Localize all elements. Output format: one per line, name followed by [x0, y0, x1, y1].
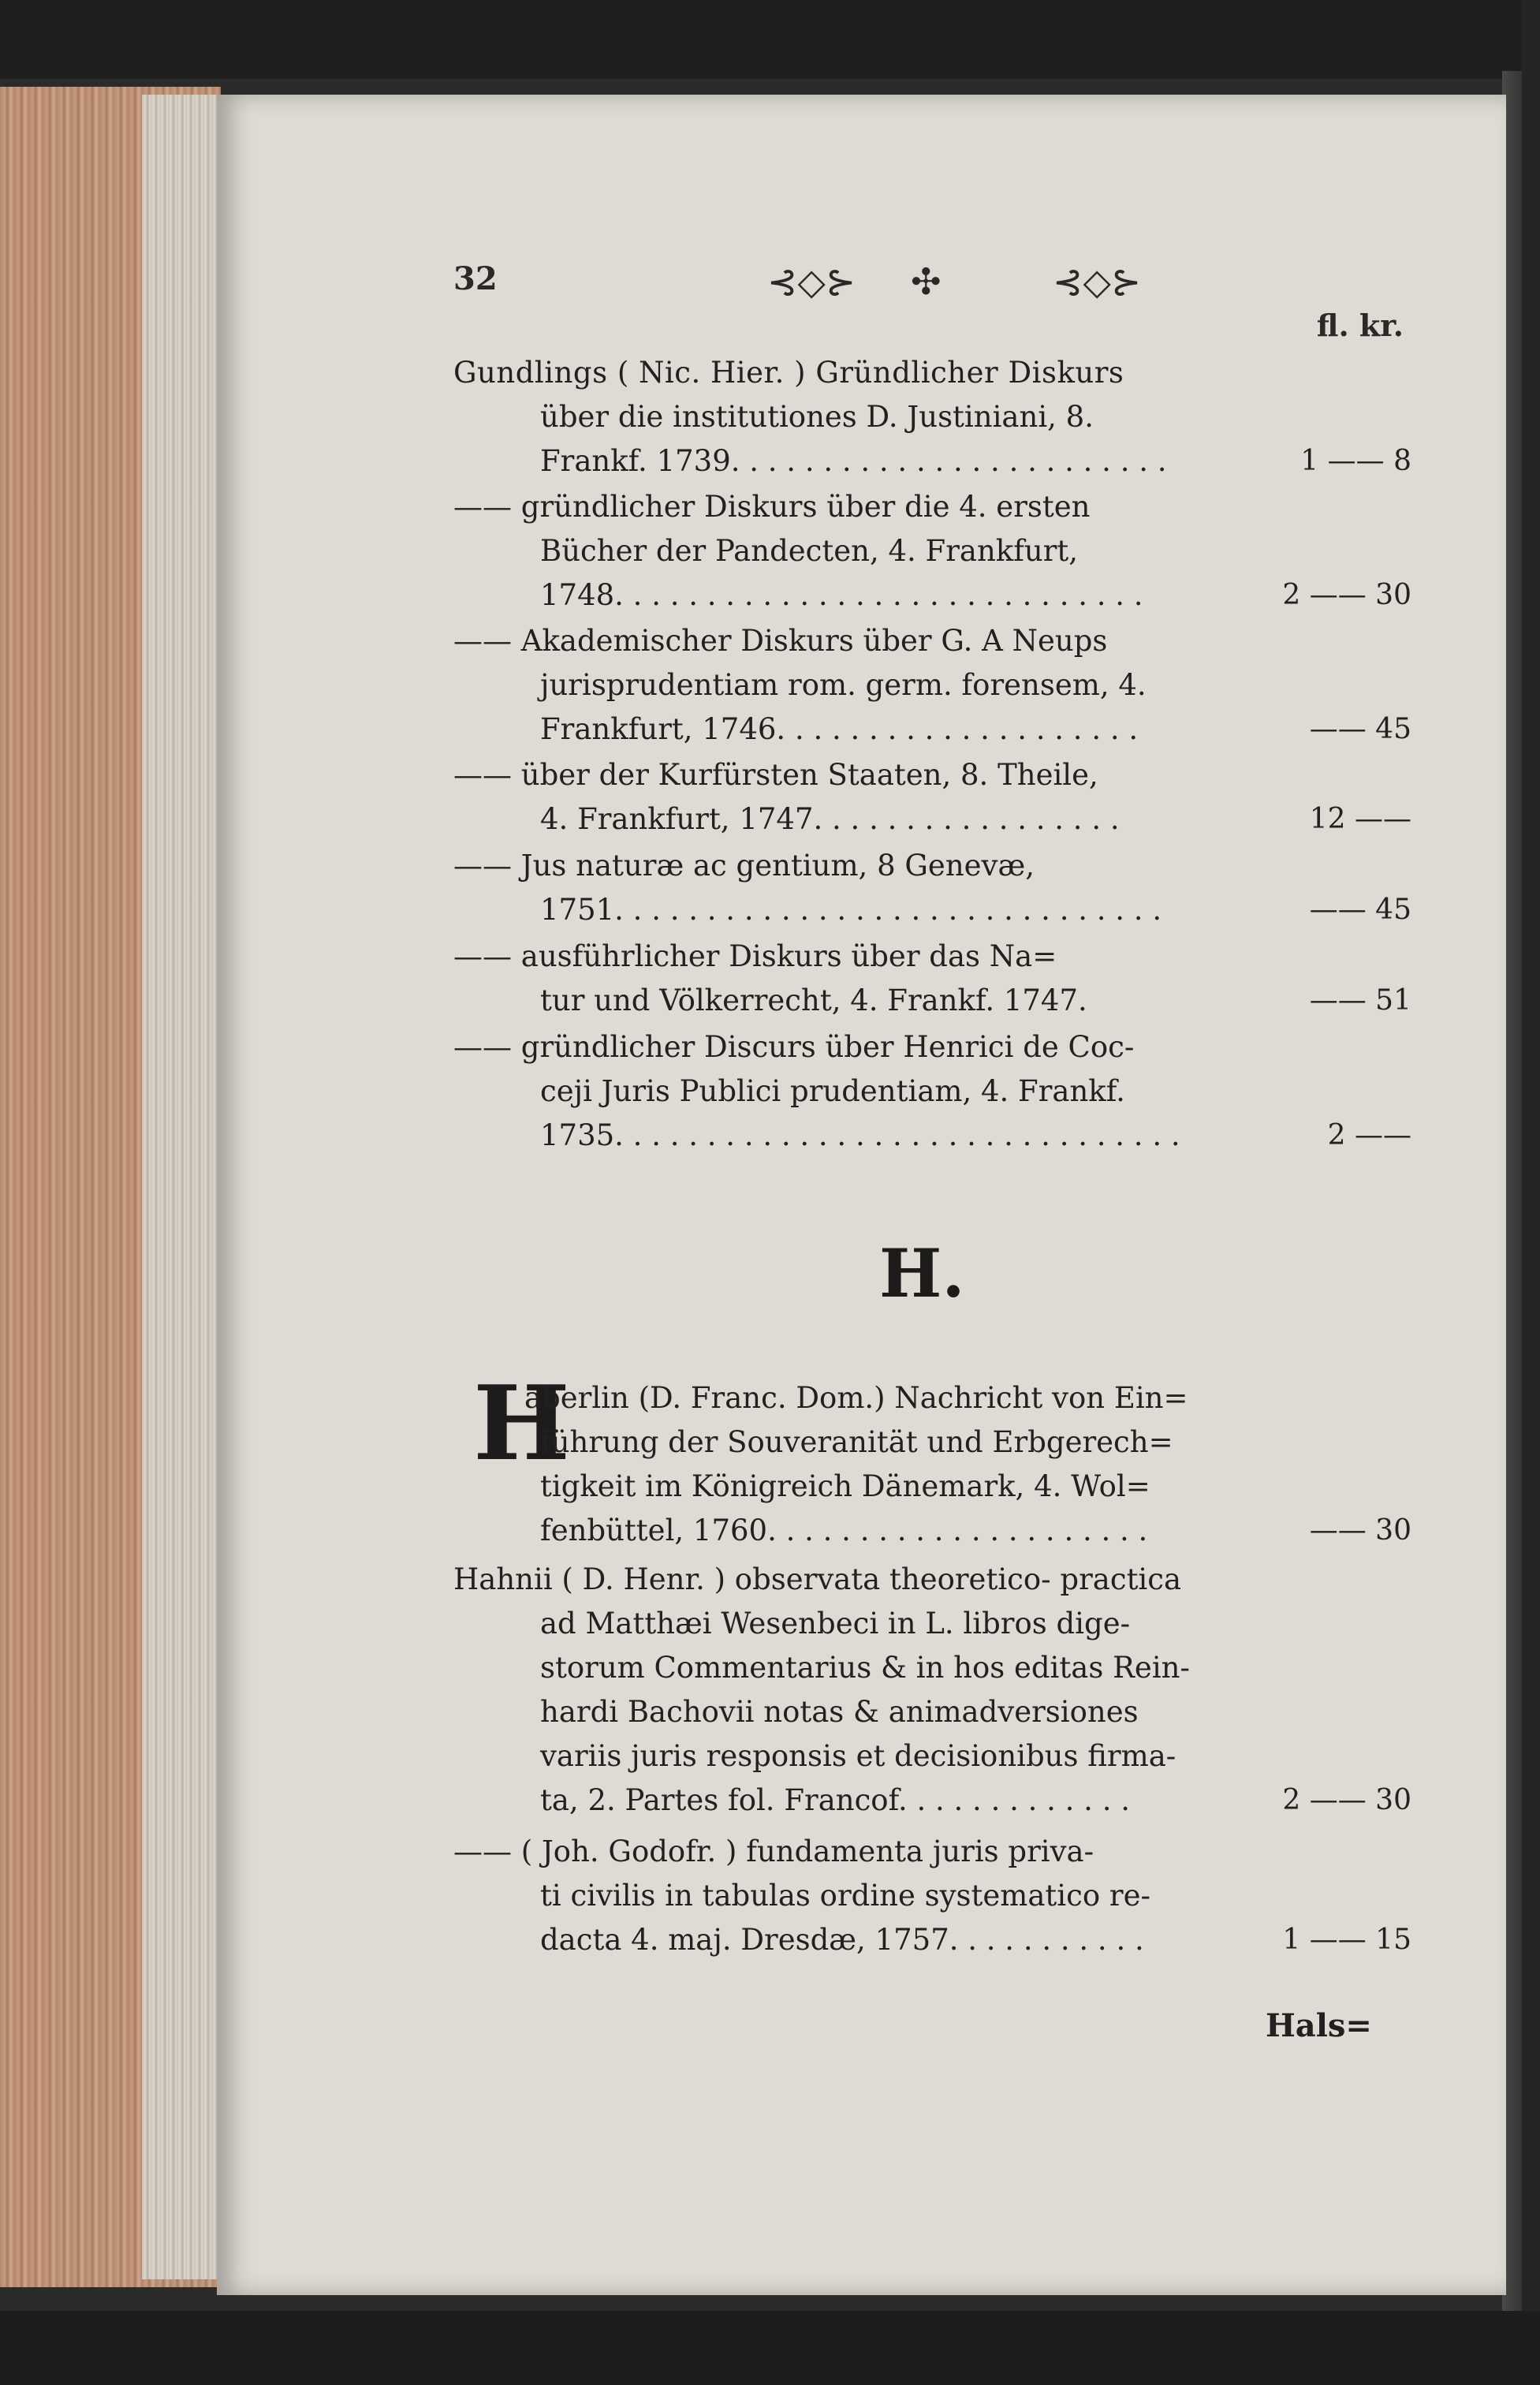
- entry-line: tur und Völkerrecht, 4. Frankf. 1747.: [540, 983, 1087, 1017]
- entry-hahnii-fundamenta: [453, 1830, 1411, 1962]
- entry-line: hardi Bachovii notas & animadversiones: [540, 1695, 1139, 1729]
- entry-price: 2 —— 30: [1282, 579, 1411, 611]
- entry-price: —— 51: [1309, 984, 1411, 1017]
- entry-line: variis juris responsis et decisionibus firma-: [540, 1739, 1176, 1773]
- drop-cap-h: H: [473, 1363, 570, 1484]
- entry-line: Gundlings ( Nic. Hier. ) Gründlicher Diskurs: [453, 356, 1124, 390]
- entry-line: ta, 2. Partes fol. Francof. . . . . . . . . . . . .: [540, 1783, 1130, 1817]
- entry-line: dacta 4. maj. Dresdæ, 1757. . . . . . . . . . .: [540, 1923, 1144, 1957]
- entry-cocceji: [453, 1025, 1411, 1158]
- entry-line: ceji Juris Publici prudentiam, 4. Frankf.: [540, 1074, 1125, 1108]
- background-right: [1522, 0, 1540, 2385]
- entry-line: 1735. . . . . . . . . . . . . . . . . . . . . . . . . . . . . . .: [540, 1118, 1180, 1152]
- entry-line: aberlin (D. Franc. Dom.) Nachricht von Ein=: [524, 1381, 1188, 1415]
- entry-line: ad Matthæi Wesenbeci in L. libros dige-: [540, 1607, 1131, 1640]
- entry-price: 1 —— 8: [1300, 445, 1411, 477]
- entry-line: Frankf. 1739. . . . . . . . . . . . . . . . . . . . . . . .: [540, 444, 1167, 478]
- entry-line: ti civilis in tabulas ordine systematico re-: [540, 1879, 1150, 1913]
- entry-haberlin: [453, 1376, 1411, 1553]
- page-stack-light: [142, 95, 221, 2279]
- background-bottom: [0, 2311, 1540, 2385]
- catchword: Hals=: [1266, 2007, 1372, 2044]
- entry-line: —— gründlicher Diskurs über die 4. ersten: [453, 490, 1091, 524]
- entry-line: storum Commentarius & in hos editas Rein-: [540, 1651, 1190, 1685]
- entry-gundling-diskurs: [453, 351, 1411, 483]
- entry-line: 1748. . . . . . . . . . . . . . . . . . . . . . . . . . . . .: [540, 578, 1143, 612]
- ornament-left-icon: ⊰◇⊱: [767, 260, 856, 303]
- entry-line: über die institutiones D. Justiniani, 8.: [540, 400, 1094, 434]
- entry-line: —— ( Joh. Godofr. ) fundamenta juris priva-: [453, 1834, 1094, 1868]
- entry-line: —— ausführlicher Diskurs über das Na=: [453, 939, 1057, 973]
- entry-line: führung der Souveranität und Erbgerech=: [540, 1425, 1173, 1459]
- entry-jus-naturae: [453, 844, 1411, 932]
- section-heading-h: H.: [879, 1234, 965, 1312]
- entry-price: 12 ——: [1309, 803, 1411, 835]
- entry-line: —— Jus naturæ ac gentium, 8 Genevæ,: [453, 849, 1035, 883]
- entry-pandecten: [453, 485, 1411, 618]
- page-header: [453, 260, 1404, 355]
- entry-line: jurisprudentiam rom. germ. forensem, 4.: [540, 668, 1147, 702]
- ornament-center-icon: ✣: [911, 260, 942, 303]
- entry-line: tigkeit im Königreich Dänemark, 4. Wol=: [540, 1469, 1150, 1503]
- entry-price: 2 ——: [1327, 1119, 1411, 1151]
- entry-line: —— über der Kurfürsten Staaten, 8. Theile,: [453, 758, 1098, 792]
- entry-hahnii-observata: [453, 1558, 1411, 1823]
- entry-line: 4. Frankfurt, 1747. . . . . . . . . . . . . . . . .: [540, 802, 1120, 836]
- entry-price: 1 —— 15: [1282, 1924, 1411, 1956]
- entry-akademischer-diskurs: [453, 619, 1411, 752]
- entry-price: 2 —— 30: [1282, 1784, 1411, 1816]
- entry-line: Bücher der Pandecten, 4. Frankfurt,: [540, 534, 1079, 568]
- entry-price: —— 45: [1309, 894, 1411, 926]
- entry-price: —— 30: [1309, 1514, 1411, 1547]
- entry-line: 1751. . . . . . . . . . . . . . . . . . . . . . . . . . . . . .: [540, 893, 1162, 927]
- entry-line: fenbüttel, 1760. . . . . . . . . . . . . . . . . . . . .: [540, 1513, 1148, 1547]
- entry-line: Frankfurt, 1746. . . . . . . . . . . . . . . . . . . .: [540, 712, 1139, 746]
- entry-voelkerrecht: [453, 935, 1411, 1023]
- entry-kurfuersten: [453, 753, 1411, 842]
- background-top: [0, 0, 1540, 79]
- page-number: 32: [453, 260, 498, 297]
- ornament-right-icon: ⊰◇⊱: [1053, 260, 1142, 303]
- entry-line: —— gründlicher Discurs über Henrici de Coc-: [453, 1030, 1135, 1064]
- currency-header: fl. kr.: [1316, 308, 1404, 343]
- entry-line: —— Akademischer Diskurs über G. A Neups: [453, 624, 1108, 658]
- entry-line: Hahnii ( D. Henr. ) observata theoretico- practica: [453, 1562, 1182, 1596]
- entry-price: —— 45: [1309, 713, 1411, 745]
